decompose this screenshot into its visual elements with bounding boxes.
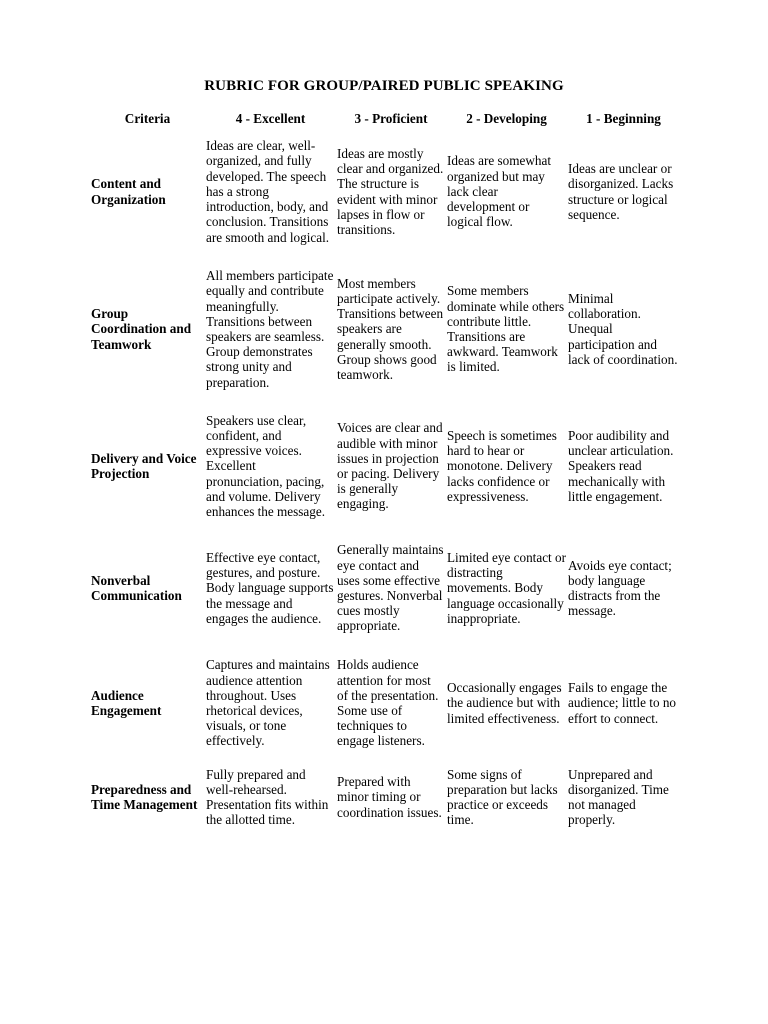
rating-cell: Holds audience attention for most of the presentation. Some use of techniques to engage listeners. [337, 657, 439, 749]
rubric-table [90, 110, 680, 837]
page-title: RUBRIC FOR GROUP/PAIRED PUBLIC SPEAKING [204, 78, 564, 94]
header-excellent: 4 - Excellent [235, 111, 306, 127]
rating-cell: Voices are clear and audible with minor issues in projection or pacing. Delivery is generally engaging. [337, 420, 443, 512]
header-proficient: 3 - Proficient [354, 111, 428, 127]
rating-cell: Ideas are clear, well-organized, and fully developed. The speech has a strong introduction, body, and conclusion. Transitions are smooth and logical. [206, 138, 330, 245]
rating-cell: Some signs of preparation but lacks practice or exceeds time. [447, 766, 558, 828]
rating-cell: Speakers use clear, confident, and expressive voices. Excellent pronunciation, pacing, and volume. Delivery enhances the message. [206, 412, 326, 519]
rating-cell: Most members participate actively. Transitions between speakers are generally smooth. Group shows good teamwork. [337, 275, 444, 382]
table-row [90, 527, 680, 649]
criteria-cell: Audience Engagement [91, 687, 162, 718]
header-beginning: 1 - Beginning [586, 111, 661, 127]
rating-cell: Effective eye contact, gestures, and posture. Body language supports the message and engages the audience. [206, 549, 334, 626]
criteria-cell: Delivery and Voice Projection [91, 450, 197, 481]
rating-cell: Unprepared and disorganized. Time not managed properly. [568, 766, 669, 828]
table-row [90, 130, 680, 253]
criteria-cell: Preparedness and Time Management [91, 781, 198, 812]
table-row [90, 405, 680, 527]
table-row [90, 649, 680, 757]
rating-cell: Occasionally engages the audience but with limited effectiveness. [447, 680, 562, 726]
rating-cell: Avoids eye contact; body language distracts from the message. [568, 557, 672, 619]
rating-cell: Ideas are somewhat organized but may lack clear development or logical flow. [447, 153, 551, 230]
header-developing: 2 - Developing [466, 111, 547, 127]
rating-cell: All members participate equally and contribute meaningfully. Transitions between speakers are seamless. Group demonstrates strong unity and preparation. [206, 268, 334, 390]
rating-cell: Ideas are unclear or disorganized. Lacks structure or logical sequence. [568, 161, 674, 222]
rating-cell: Speech is sometimes hard to hear or monotone. Delivery lacks confidence or expressiveness. [447, 427, 557, 504]
header-criteria: Criteria [124, 111, 171, 127]
rating-cell: Minimal collaboration. Unequal participation and lack of coordination. [568, 290, 678, 367]
rating-cell: Fails to engage the audience; little to no effort to connect. [568, 680, 677, 726]
criteria-cell: Nonverbal Communication [91, 572, 182, 603]
table-row [90, 253, 680, 405]
rating-cell: Poor audibility and unclear articulation. Speakers read mechanically with little engagement. [568, 427, 674, 504]
rating-cell: Captures and maintains audience attention throughout. Uses rhetorical devices, visuals, or tone effectively. [206, 657, 330, 749]
criteria-cell: Content and Organization [91, 176, 166, 207]
rating-cell: Limited eye contact or distracting movements. Body language occasionally inappropriate. [447, 549, 567, 626]
rating-cell: Some members dominate while others contribute little. Transitions are awkward. Teamwork is limited. [447, 283, 565, 375]
rating-cell: Ideas are mostly clear and organized. The structure is evident with minor lapses in flow or transitions. [337, 145, 444, 237]
rating-cell: Prepared with minor timing or coordination issues. [337, 774, 442, 820]
criteria-cell: Group Coordination and Teamwork [91, 306, 192, 352]
rating-cell: Fully prepared and well-rehearsed. Presentation fits within the allotted time. [206, 766, 329, 828]
table-row [90, 757, 680, 837]
header-row [90, 110, 680, 130]
rating-cell: Generally maintains eye contact and uses some effective gestures. Nonverbal cues mostly appropriate. [337, 542, 444, 634]
